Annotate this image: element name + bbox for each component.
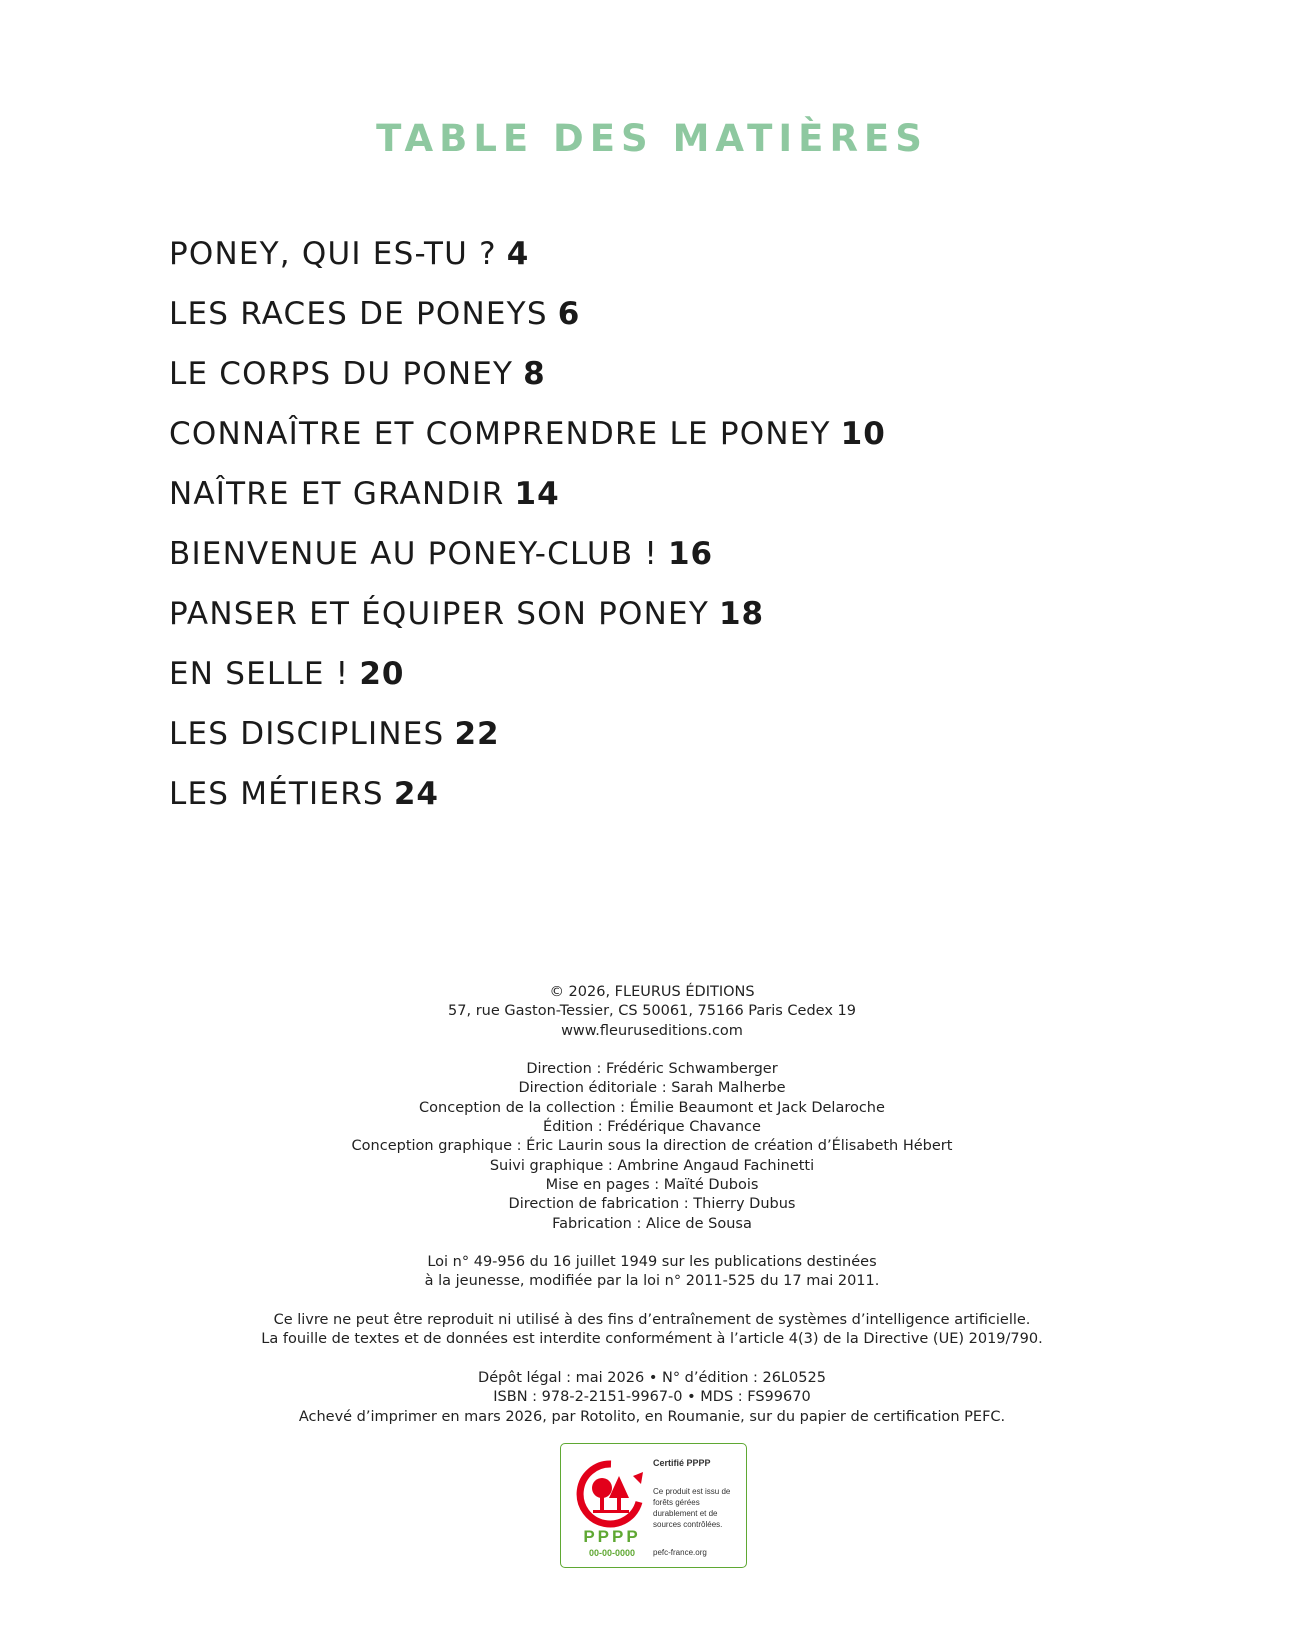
- toc-item-page: 20: [359, 656, 405, 692]
- toc-item: [169, 352, 886, 412]
- toc-item: [169, 652, 886, 712]
- copyright-line: © 2026, FLEURUS ÉDITIONS: [549, 984, 755, 1000]
- publisher-info: [0, 983, 1304, 1041]
- pefc-certification-label: [560, 1443, 747, 1568]
- credit-line: Fabrication : Alice de Sousa: [552, 1215, 752, 1232]
- toc-item-page: 8: [523, 356, 546, 392]
- pefc-url: pefc-france.org: [653, 1548, 707, 1557]
- toc-item-page: 18: [718, 596, 765, 632]
- printing-line: Achevé d’imprimer en mars 2026, par Rotolito, en Roumanie, sur du papier de certification PEFC.: [298, 1408, 1006, 1425]
- pefc-code: PPPP: [583, 1527, 641, 1546]
- toc-item: [169, 232, 886, 292]
- toc-item-label: LES MÉTIERS: [169, 776, 384, 812]
- toc-item: [169, 532, 886, 592]
- toc-item-label: PANSER ET ÉQUIPER SON PONEY: [169, 596, 709, 632]
- toc-item-page: 16: [667, 536, 714, 572]
- toc-item: [169, 592, 886, 652]
- isbn-line: ISBN : 978-2-2151-9967-0 • MDS : FS99670: [493, 1389, 811, 1406]
- publisher-website: www.fleuruseditions.com: [561, 1022, 743, 1039]
- law-notice: [0, 1253, 1304, 1292]
- toc-item: [169, 292, 886, 352]
- toc-item-label: LE CORPS DU PONEY: [169, 356, 514, 392]
- pefc-number: 00-00-0000: [588, 1548, 636, 1558]
- legal-deposit-line: Dépôt légal : mai 2026 • N° d’édition : 26L0525: [478, 1369, 826, 1386]
- pefc-tree-logo-icon: [575, 1458, 647, 1528]
- ai-notice-line: Ce livre ne peut être reproduit ni utilisé à des fins d’entraînement de systèmes d’intelligence artificielle.: [273, 1312, 1031, 1329]
- toc-item-page: 6: [557, 296, 581, 332]
- credit-line: Conception de la collection : Émilie Beaumont et Jack Delaroche: [419, 1099, 885, 1116]
- toc-item: [169, 772, 886, 832]
- toc-item-label: EN SELLE !: [169, 656, 350, 692]
- editorial-credits: [0, 1060, 1304, 1234]
- credit-line: Direction : Frédéric Schwamberger: [526, 1061, 778, 1078]
- pefc-certified-text: Certifié PPPP: [653, 1458, 711, 1468]
- toc-item-label: BIENVENUE AU PONEY-CLUB !: [169, 536, 658, 572]
- credit-line: Mise en pages : Maïté Dubois: [545, 1176, 759, 1193]
- ai-notice: [0, 1311, 1304, 1350]
- toc-item-page: 22: [454, 716, 500, 752]
- law-line: à la jeunesse, modifiée par la loi n° 2011-525 du 17 mai 2011.: [424, 1273, 880, 1290]
- colophon: [0, 983, 1304, 1446]
- page-title: TABLE DES MATIÈRES: [376, 116, 928, 160]
- credit-line: Conception graphique : Éric Laurin sous la direction de création d’Élisabeth Hébert: [351, 1138, 953, 1155]
- toc-item-label: LES DISCIPLINES: [169, 716, 445, 752]
- credit-line: Direction de fabrication : Thierry Dubus: [508, 1196, 796, 1213]
- toc-item: [169, 472, 886, 532]
- toc-item-label: LES RACES DE PONEYS: [169, 296, 548, 332]
- legal-info: [0, 1369, 1304, 1427]
- toc-item-page: 14: [514, 476, 560, 512]
- ai-notice-line: La fouille de textes et de données est interdite conformément à l’article 4(3) de la Directive (UE) 2019/790.: [261, 1331, 1043, 1348]
- toc-item-label: PONEY, QUI ES-TU ?: [169, 236, 497, 272]
- toc-item-label: NAÎTRE ET GRANDIR: [169, 476, 505, 512]
- table-of-contents: [169, 232, 886, 832]
- toc-item-page: 10: [840, 416, 886, 452]
- toc-item-page: 4: [506, 236, 530, 272]
- publisher-address: 57, rue Gaston-Tessier, CS 50061, 75166 Paris Cedex 19: [448, 1003, 856, 1020]
- credit-line: Direction éditoriale : Sarah Malherbe: [518, 1080, 786, 1097]
- toc-item-label: CONNAÎTRE ET COMPRENDRE LE PONEY: [169, 416, 831, 452]
- credit-line: Suivi graphique : Ambrine Angaud Fachinetti: [489, 1157, 815, 1174]
- toc-item: [169, 412, 886, 472]
- toc-item: [169, 712, 886, 772]
- pefc-description: Ce produit est issu de forêts gérées durablement et de sources contrôlées.: [653, 1487, 731, 1529]
- toc-item-page: 24: [393, 776, 439, 812]
- credit-line: Édition : Frédérique Chavance: [543, 1119, 761, 1136]
- law-line: Loi n° 49-956 du 16 juillet 1949 sur les publications destinées: [427, 1254, 877, 1271]
